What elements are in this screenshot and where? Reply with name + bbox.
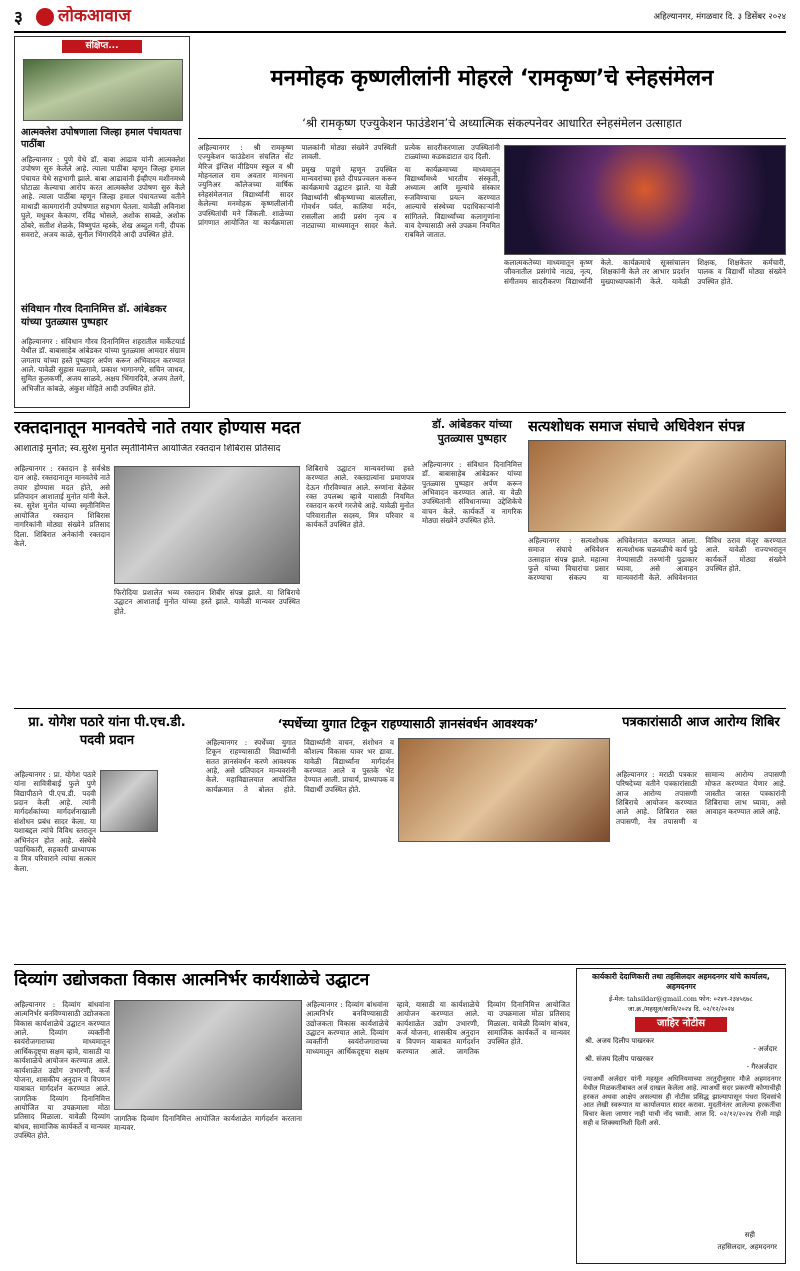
lead-body	[198, 143, 500, 407]
patra-headline: पत्रकारांसाठी आज आरोग्य शिबिर	[622, 715, 780, 730]
page-number: ३	[14, 8, 23, 28]
sidebar-story2-body: अहिल्यानगर : संविधान गौरव दिनानिमित्त शहरातील मार्केटयार्ड येथील डॉ. बाबासाहेब आंबेडकर यांच्या पुतळ्यास आमदार संग्राम जगताप यांच्या हस्ते पुष्पहार अर्पण करून अभिवादन करण्यात आले. यावेळी सुहास मळगावे, प्रकाश भागानगरे, सचिन जाधव, सुमित कुलकर्णी, अजय साळवे, अक्षय भिंगारदिवे, अजय तेलगे, अभिजीत कांबळे, अंकुश मोहिते आदी उपस्थित होते.	[21, 337, 185, 393]
spardha-photo	[398, 738, 610, 842]
lead-col2: प्रमुख पाहुणे म्हणून उपस्थित मान्यवरांच्या हस्ते दीपप्रज्वलन करून कार्यक्रमाचे उद्घाटन झाले. या वेळी विद्यार्थ्यांनी श्रीकृष्णाच्या बाललीला, गोवर्धन पर्वत, कालिया मर्दन, रासलीला आदी प्रसंग नृत्य व नाट्याच्या माध्यमातून सादर केले. प्रत्येक सादरीकरणाला उपस्थितांनी टाळ्यांच्या कडकडाटात दाद दिली.	[301, 143, 500, 230]
masthead-rule	[14, 31, 786, 33]
lead-col1: अहिल्यानगर : श्री रामकृष्ण एज्युकेशन फाउंडेशन संचलित सेंट मेरिज इंग्लिश मीडियम स्कूल व श्री मोहनलाल राम अवतार मानधना ज्युनिअर कॉलेजच्या वार्षिक स्नेहसंमेलनात विद्यार्थ्यांनी सादर केलेल्या मनमोहक कृष्णलीलांनी उपस्थितांची मने जिंकली. शाळेच्या प्रांगणात आयोजित या कार्यक्रमाला पालकांनी मोठ्या संख्येने उपस्थिती लावली.	[198, 143, 397, 227]
lead-photo	[504, 145, 786, 255]
blood-photo	[114, 466, 300, 584]
sidebar-story1-title: आत्मक्लेश उपोषणाला जिल्हा हमाल पंचायतचा पाठींबा	[21, 127, 182, 151]
ad-sign-label: सही	[744, 1231, 755, 1239]
notice-ad	[576, 968, 786, 1264]
sidebar-label: संक्षिप्त...	[62, 40, 142, 53]
ad-ref: जा.क्र./महसूल/कावि/२०२४ दि. ०२/१२/२०२४	[627, 1005, 735, 1013]
ad-sign-name: तहसिलदार, अहमदनगर	[717, 1243, 777, 1251]
blood-subhead: आशाताई मुनोत; स्व.सुरेश मुनोत स्मृतीनिमित्त आयोजित रक्तदान शिबिरास प्रतिसाद	[14, 444, 281, 454]
blood-caption: फिरोदिया प्रशालेत भव्य रक्तदान शिबीर संपन्न झाले. या शिबिराचे उद्घाटन आशाताई मुनोत यांच्या हस्ते झाले. यावेळी मान्यवर उपस्थित होते.	[114, 588, 300, 616]
lead-subhead: ‘श्री रामकृष्ण एज्युकेशन फाउंडेशन’चे अध्यात्मिक संकल्पनेवर आधारित स्नेहसंमेलन उत्साहात	[302, 116, 682, 130]
sidebar-story1-body: अहिल्यानगर : पुणे येथे डॉ. बाबा आढाव यांनी आत्मक्लेश उपोषण सुरु केलेले आहे. त्याला पाठींबा म्हणून जिल्हा हमाल पंचायत येथे सहभागी झाले. बाबा आढावांनी ईव्हीएम मशीनमध्ये घोटाळा केल्याचा आरोप करत आत्मक्लेश उपोषण सुरु केले आहे. त्याला पाठींबा म्हणून जिल्हा हमाल पंचायतच्या वतीने माथाडी कामगारांनी उपोषणात सहभाग घेतला. यावेळी अविनाश घुले, मधुकर केकाण, रविंद्र भोसले, अशोक साबळे, अशोक ठोंबरे, सतीश शेळके, विष्णुपंत म्हस्के, शेख अब्दुल गनी, दीपक सवराटे, अजय काळे, सुनील भिंगारदिवे आदी उपस्थित होते.	[21, 155, 185, 239]
blood-body1: अहिल्यानगर : रक्तदान हे सर्वश्रेष्ठ दान आहे. रक्तदानातून मानवतेचे नाते तयार होण्यास मदत होते, असे प्रतिपादन आशाताई मुनोत यांनी केले. स्व. सुरेश मुनोत यांच्या स्मृतीनिमित्त आयोजित रक्तदान शिबिरास नागरिकांनी मोठ्या संख्येने प्रतिसाद दिला. शिबिरात अनेकांनी रक्तदान केले.	[14, 464, 110, 548]
phd-headline: प्रा. योगेश पठारे यांना पी.एच.डी. पदवी प्रदान	[28, 715, 186, 748]
phd-body: अहिल्यानगर : प्रा. योगेश पठारे यांना सावित्रीबाई फुले पुणे विद्यापीठाने पी.एच.डी. पदवी प्रदान केली आहे. त्यांनी मार्गदर्शकांच्या मार्गदर्शनाखाली संशोधन प्रबंध सादर केला. या यशाबद्दल त्यांचे विविध स्तरातून अभिनंदन होत आहे. संस्थेचे पदाधिकारी, सहकारी प्राध्यापक व मित्र परिवाराने त्यांचा सत्कार केला.	[14, 770, 96, 873]
sidebar	[14, 36, 190, 408]
divyang-caption: जागतिक दिव्यांग दिनानिमित्त आयोजित कार्यशाळेत मार्गदर्शन करताना मान्यवर.	[114, 1114, 302, 1133]
satya-headline: सत्यशोधक समाज संघाचे अधिवेशन संपन्न	[528, 419, 745, 435]
lead-col3: या कार्यक्रमाच्या माध्यमातून विद्यार्थ्यांमध्ये भारतीय संस्कृती, अध्यात्म आणि मूल्यांचे संस्कार रुजविण्याचा प्रयत्न करण्यात आल्याचे संस्थेच्या पदाधिकाऱ्यांनी सांगितले. विद्यार्थ्यांच्या कलागुणांना वाव देण्यासाठी असे उपक्रम नियमित राबविले जातात.	[404, 164, 500, 240]
divyang-body: अहिल्यानगर : दिव्यांग बांधवांना आत्मनिर्भर बनविण्यासाठी उद्योजकता विकास कार्यशाळेचे उद्घाटन करण्यात आले. दिव्यांग व्यक्तींनी स्वयंरोजगाराच्या माध्यमातून आर्थिकदृष्ट्या सक्षम व्हावे, यासाठी या कार्यशाळेचे आयोजन करण्यात आले. कार्यशाळेत उद्योग उभारणी, कर्ज योजना, शासकीय अनुदान व विपणन याबाबत मार्गदर्शन करण्यात आले. जागतिक दिव्यांग दिनानिमित्त आयोजित या उपक्रमाला मोठा प्रतिसाद मिळाला. यावेळी दिव्यांग बांधव, सामाजिक कार्यकर्ते व मान्यवर उपस्थित होते.	[306, 1000, 570, 1056]
logo-badge	[36, 8, 54, 26]
ad-office: कार्यकारी देदाणिकारी तथा तहसिलदार अहमदनगर यांचे कार्यालय, अहमदनगर	[592, 972, 770, 991]
ad-party1: श्री. अजय दिलीप पाखरकर	[585, 1037, 654, 1045]
section-rule-3	[14, 964, 786, 965]
ambedkar2-headline: डॉ. आंबेडकर यांच्या पुतळ्यास पुष्पहार	[432, 418, 512, 446]
divyang-col1: अहिल्यानगर : दिव्यांग बांधवांना आत्मनिर्भर बनविण्यासाठी उद्योजकता विकास कार्यशाळेचे उद्घाटन करण्यात आले. दिव्यांग व्यक्तींनी स्वयंरोजगाराच्या माध्यमातून आर्थिकदृष्ट्या सक्षम व्हावे, यासाठी या कार्यशाळेचे आयोजन करण्यात आले. कार्यशाळेत उद्योग उभारणी, कर्ज योजना, शासकीय अनुदान व विपणन याबाबत मार्गदर्शन करण्यात आले. जागतिक दिव्यांग दिनानिमित्त आयोजित या उपक्रमाला मोठा प्रतिसाद मिळाला. यावेळी दिव्यांग बांधव, सामाजिक कार्यकर्ते व मान्यवर उपस्थित होते.	[14, 1000, 110, 1141]
ad-party2: श्री. संजय दिलीप पाखरकर	[585, 1055, 654, 1063]
date-line: अहिल्यानगर, मंगळवार दि. ३ डिसेंबर २०२४	[653, 12, 786, 22]
logo: लोकआवाज	[58, 6, 131, 26]
ad-party2-role: - गैरअर्जदार	[746, 1063, 777, 1071]
ad-body: ज्याअर्थी अर्जदार यांनी महसूल अधिनियमाच्या तरतुदीनुसार मौजे अहमदनगर येथील मिळकतीबाबत अर्ज दाखल केलेला आहे. त्याअर्थी सदर प्रकरणी कोणाचीही हरकत अथवा आक्षेप असल्यास ही नोटीस प्रसिद्ध झाल्यापासून पंधरा दिवसांचे आत लेखी स्वरूपात या कार्यालयात सादर करावा. मुदतीनंतर आलेल्या हरकतींचा विचार केला जाणार नाही याची नोंद घ्यावी. आज दि. ०२/१२/२०२४ रोजी माझे सही व शिक्क्यानिशी दिली असे.	[583, 1075, 781, 1128]
patra-body: अहिल्यानगर : मराठी पत्रकार परिषदेच्या वतीने पत्रकारांसाठी आज आरोग्य तपासणी शिबिराचे आयोजन करण्यात आले आहे. शिबिरात रक्त तपासणी, नेत्र तपासणी व सामान्य आरोग्य तपासणी मोफत करण्यात येणार आहे. जास्तीत जास्त पत्रकारांनी शिबिराचा लाभ घ्यावा, असे आवाहन करण्यात आले आहे.	[616, 770, 786, 826]
divyang-headline: दिव्यांग उद्योजकता विकास आत्मनिर्भर कार्यशाळेचे उद्घाटन	[14, 970, 370, 990]
lead-caption: कलात्मकतेच्या माध्यमातून कृष्ण जीवनातील प्रसंगांचे नाट्य, नृत्य, संगीतमय सादरीकरण विद्यार्थ्यांनी केले. कार्यक्रमाचे सूत्रसंचालन शिक्षकांनी केले तर आभार प्रदर्शन मुख्याध्यापकांनी केले. यावेळी शिक्षक, शिक्षकेतर कर्मचारी, पालक व विद्यार्थी मोठ्या संख्येने उपस्थित होते.	[504, 258, 786, 286]
divyang-photo	[114, 1000, 302, 1110]
sidebar-photo	[23, 59, 183, 121]
ambedkar2-body: अहिल्यानगर : संविधान दिनानिमित्त डॉ. बाबासाहेब आंबेडकर यांच्या पुतळ्यास पुष्पहार अर्पण करून अभिवादन करण्यात आले. या वेळी उपस्थितांनी संविधानाच्या उद्देशिकेचे वाचन केले. कार्यकर्ते व नागरिक मोठ्या संख्येने उपस्थित होते.	[422, 460, 522, 526]
satya-body: अहिल्यानगर : सत्यशोधक समाज संघाचे अधिवेशन उत्साहात संपन्न झाले. महात्मा फुले यांच्या विचारांचा प्रसार करण्याचा संकल्प या अधिवेशनात करण्यात आला. सत्यशोधक चळवळीचे कार्य पुढे नेण्यासाठी तरुणांनी पुढाकार घ्यावा, असे आवाहन मान्यवरांनी केले. अधिवेशनात विविध ठराव मंजूर करण्यात आले. यावेळी राज्यभरातून कार्यकर्ते मोठ्या संख्येने उपस्थित होते.	[528, 536, 786, 583]
blood-headline: रक्तदानातून मानवतेचे नाते तयार होण्यास मदत	[14, 418, 301, 438]
ad-contact: ई-मेल: tahsildar@gmail.com फोन: ०२४१-२३४५६७८	[609, 995, 753, 1003]
section-rule-2	[14, 708, 786, 709]
satya-photo	[528, 440, 786, 532]
spardha-headline: ‘स्पर्धेच्या युगात टिकून राहण्यासाठी ज्ञानसंवर्धन आवश्यक’	[277, 716, 539, 731]
phd-photo	[100, 770, 158, 832]
sidebar-story2-title: संविधान गौरव दिनानिमित्त डॉ. आंबेडकर यांच्या पुतळ्यास पुष्पहार	[21, 304, 167, 328]
lead-divider	[198, 138, 786, 139]
blood-body2: शिबिराचे उद्घाटन मान्यवरांच्या हस्ते करण्यात आले. रक्तदात्यांना प्रमाणपत्र देऊन गौरविण्यात आले. रुग्णांना वेळेवर रक्त उपलब्ध व्हावे यासाठी नियमित रक्तदान करणे गरजेचे आहे. यावेळी मुनोत परिवारातील सदस्य, मित्र परिवार व कार्यकर्ते उपस्थित होते.	[306, 464, 414, 530]
masthead	[14, 6, 786, 30]
lead-headline: मनमोहक कृष्णलीलांनी मोहरले ‘रामकृष्ण’चे स्नेहसंमेलन	[270, 66, 714, 91]
ad-title: जाहिर नोटीस	[635, 1017, 727, 1032]
ad-party1-role: - अर्जदार	[753, 1045, 777, 1053]
spardha-body: अहिल्यानगर : स्पर्धेच्या युगात टिकून राहण्यासाठी विद्यार्थ्यांनी सतत ज्ञानसंवर्धन करणे आवश्यक आहे, असे प्रतिपादन मान्यवरांनी केले. महाविद्यालयात आयोजित कार्यक्रमात ते बोलत होते. विद्यार्थ्यांनी वाचन, संशोधन व कौशल्य विकास यावर भर द्यावा. यावेळी विद्यार्थ्यांना मार्गदर्शन करण्यात आले व पुस्तके भेट देण्यात आली. प्राचार्य, प्राध्यापक व विद्यार्थी उपस्थित होते.	[206, 738, 394, 794]
section-rule-1	[14, 412, 786, 413]
